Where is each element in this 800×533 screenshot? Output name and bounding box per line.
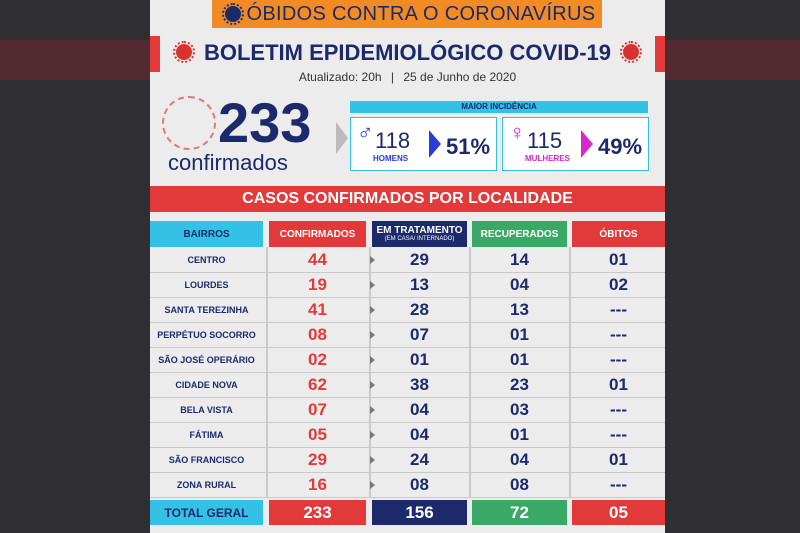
men-percent: 51% [446, 134, 491, 159]
table-row [150, 423, 665, 448]
tratamento-value: 38 [410, 374, 429, 394]
women-label: MULHERES [525, 154, 570, 163]
bairro-name: SÃO JOSÉ OPERÁRIO [158, 354, 255, 365]
tratamento-value: 13 [410, 274, 429, 294]
updated-info [150, 70, 665, 84]
bairro-name: LOURDES [184, 279, 229, 290]
total-tratamento: 156 [372, 500, 467, 525]
incidence-header: MAIOR INCIDÊNCIA [350, 101, 648, 113]
bairro-name: FÁTIMA [189, 429, 224, 440]
confirmados-value: 07 [308, 399, 327, 419]
confirmados-value: 16 [308, 474, 327, 494]
tratamento-value: 08 [410, 474, 429, 494]
obitos-value: --- [610, 474, 627, 494]
table-row [150, 323, 665, 348]
recuperados-value: 04 [510, 449, 529, 469]
tratamento-value: 29 [410, 249, 429, 269]
obitos-value: 01 [609, 449, 628, 469]
arrow-icon [429, 130, 441, 158]
female-symbol-icon: ♀ [509, 120, 526, 145]
column-header-bairros [150, 221, 263, 247]
recuperados-value: 03 [510, 399, 529, 419]
obitos-value: 02 [609, 274, 628, 294]
recuperados-value: 01 [510, 349, 529, 369]
table-row [150, 248, 665, 273]
table-row [150, 273, 665, 298]
virus-icon [162, 96, 216, 150]
column-header-recuperados [472, 221, 567, 247]
top-banner-text: ÓBIDOS CONTRA O CORONAVÍRUS [246, 2, 596, 25]
recuperados-value: 01 [510, 424, 529, 444]
women-incidence-box [502, 117, 649, 171]
arrow-icon [336, 122, 348, 154]
top-banner [212, 0, 602, 28]
bairro-name: CENTRO [187, 254, 226, 265]
column-header-label: RECUPERADOS [480, 228, 559, 240]
column-header-tratamento [372, 221, 467, 247]
tratamento-value: 07 [410, 324, 429, 344]
obitos-value: --- [610, 424, 627, 444]
column-header-label: ÓBITOS [599, 228, 638, 240]
obitos-value: 01 [609, 249, 628, 269]
total-confirmados: 233 [269, 500, 366, 525]
tratamento-value: 24 [410, 449, 429, 469]
page-title [150, 40, 665, 66]
obitos-value: 01 [609, 374, 628, 394]
confirmados-value: 44 [308, 249, 327, 269]
bairro-name: PERPÉTUO SOCORRO [157, 329, 256, 340]
separator: | [390, 70, 395, 84]
updated-time: Atualizado: 20h [298, 70, 382, 84]
men-incidence-box [350, 117, 497, 171]
obitos-value: --- [610, 299, 627, 319]
confirmed-label: confirmados [168, 150, 288, 175]
recuperados-value: 01 [510, 324, 529, 344]
bairro-name: SANTA TEREZINHA [164, 304, 249, 315]
total-obitos: 05 [572, 500, 665, 525]
recuperados-value: 14 [510, 249, 529, 269]
bairro-name: BELA VISTA [180, 404, 233, 415]
total-recuperados: 72 [472, 500, 567, 525]
tratamento-value: 28 [410, 299, 429, 319]
confirmados-value: 02 [308, 349, 327, 369]
tratamento-value: 01 [410, 349, 429, 369]
women-percent: 49% [598, 134, 643, 159]
section-title: CASOS CONFIRMADOS POR LOCALIDADE [150, 186, 665, 212]
confirmados-value: 05 [308, 424, 327, 444]
tratamento-value: 04 [410, 424, 429, 444]
table-row [150, 398, 665, 423]
column-header-sublabel: (EM CASA/ INTERNADO) [384, 236, 455, 243]
obitos-value: --- [610, 349, 627, 369]
recuperados-value: 23 [510, 374, 529, 394]
obitos-value: --- [610, 399, 627, 419]
male-symbol-icon: ♂ [357, 120, 374, 145]
tratamento-value: 04 [410, 399, 429, 419]
confirmados-value: 41 [308, 299, 327, 319]
column-header-label: CONFIRMADOS [279, 228, 356, 240]
men-label: HOMENS [373, 154, 409, 163]
recuperados-value: 13 [510, 299, 529, 319]
virus-icon [623, 44, 639, 60]
women-count: 115 [527, 128, 563, 153]
confirmados-value: 19 [308, 274, 327, 294]
recuperados-value: 08 [510, 474, 529, 494]
confirmed-total: 233 [218, 91, 312, 154]
column-header-obitos [572, 221, 665, 247]
background-stripe [0, 40, 150, 80]
table-row [150, 298, 665, 323]
table-row [150, 473, 665, 498]
row-divider [150, 497, 665, 498]
bulletin-poster [150, 0, 665, 533]
column-header-label: BAIRROS [183, 228, 230, 240]
bairro-name: CIDADE NOVA [175, 379, 238, 390]
virus-icon [225, 6, 241, 22]
bairro-name: ZONA RURAL [176, 479, 237, 490]
men-count: 118 [375, 128, 411, 153]
title-text: BOLETIM EPIDEMIOLÓGICO COVID-19 [203, 40, 612, 65]
background-stripe [665, 40, 800, 80]
updated-date: 25 de Junho de 2020 [403, 70, 517, 84]
table-row [150, 373, 665, 398]
table-row [150, 448, 665, 473]
column-header-confirmados [269, 221, 366, 247]
column-header-label: EM TRATAMENTO [376, 225, 463, 237]
confirmados-value: 62 [308, 374, 327, 394]
recuperados-value: 04 [510, 274, 529, 294]
confirmados-value: 08 [308, 324, 327, 344]
arrow-icon [581, 130, 593, 158]
table-row [150, 348, 665, 373]
total-label: TOTAL GERAL [150, 500, 263, 525]
bairro-name: SÃO FRANCISCO [168, 454, 245, 465]
virus-icon [176, 44, 192, 60]
obitos-value: --- [610, 324, 627, 344]
confirmados-value: 29 [308, 449, 327, 469]
